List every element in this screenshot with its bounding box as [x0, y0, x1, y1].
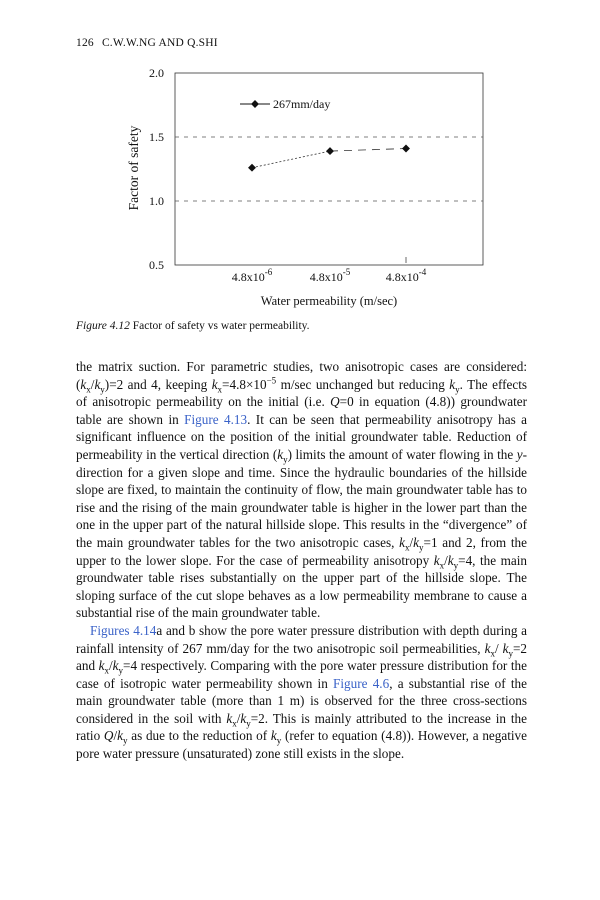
x-axis-label: Water permeability (m/sec)	[260, 294, 398, 308]
paragraph-2: Figures 4.14a and b show the pore water pressure distribution with depth during a rainfall intensity of 267 mm/day for the two anisotropic soil permeabilities, $k_x/$ $k_y=2$ and $k_x/k_y=4$ respectively. Comparing with the pore water pressure distribution for the case of isotropic water permeability shown in Figure 4.6, a substantial rise of the main groundwater table (more than 1 m) is observed for the three cross-sections considered in the soil with $k_x/k_y=2$. This is mainly attributed to the increase in the ratio $Q/k_y$ as due to the reduction of $k_y$ (refer to equation (4.8)). However, a negative pore water pressure (unsaturated) zone still exists in the slope.	[76, 622, 528, 762]
x-tick-label: $4.8x10^{-4}$	[385, 267, 427, 284]
running-head-authors: C.W.W.NG AND Q.SHI	[101, 37, 218, 49]
legend-marker	[251, 100, 259, 108]
figure-caption-text: Factor of safety vs water permeability.	[132, 320, 310, 332]
factor-of-safety-chart	[0, 0, 600, 320]
figure-label: Figure 4.12	[76, 320, 130, 332]
x-tick-label: $4.8x10^{-5}$	[309, 267, 351, 284]
body-line: the matrix suction. For parametric studies, two anisotropic cases are considered:	[76, 359, 527, 374]
y-tick-label: 2.0	[149, 66, 164, 80]
figures-4-14-link[interactable]: Figures 4.14	[90, 622, 157, 638]
figure-4-13-link[interactable]: Figure 4.13	[184, 411, 248, 427]
series-line-segment	[330, 149, 406, 152]
data-point-marker	[248, 164, 256, 172]
figure-caption	[76, 320, 310, 332]
y-tick-label: 1.5	[149, 130, 164, 144]
y-axis-label: Factor of safety	[126, 125, 141, 211]
page-number: 126	[76, 37, 94, 49]
paragraph-1: the matrix suction. For parametric studies, two anisotropic cases are considered: $(k_x/k_y)=2$ and 4, keeping $k_x=4.8\times 10^{-5}$ m/sec unchanged but reducing $k_y$. The effects of anisotropic permeability on the initial (i.e. Q=0 in equation (4.8)) groundwater table are shown in Figure 4.13. It can be seen that permeability anisotropy has a significant influence on the position of the initial groundwater table. Reduction of permeability in the vertical direction $(k_y)$ limits the amount of water flowing in the y-direction for a given slope and time. Since the hydraulic boundaries of the hillside slope are fixed, to maintain the continuity of flow, the main groundwater table has to rise and the rising of the main groundwater table is higher in the lower part than the one in the upper part of the natural hillside slope. This results in the “divergence” of the main groundwater tables for the two anisotropic cases, $k_x/k_y=1$ and 2, from the upper to the lower slope. For the case of permeability anisotropy $k_x/k_y=4$, the main groundwater table rises substantially on the upper part of the hillside slope. The sloping surface of the cut slope behaves as a low permeability membrane to cause a substantial rise of the main groundwater table.	[76, 359, 528, 621]
y-tick-label: 1.0	[149, 194, 164, 208]
y-tick-label: 0.5	[149, 258, 164, 272]
x-tick-label: $4.8x10^{-6}$	[231, 267, 273, 284]
series-line-segment	[252, 151, 330, 168]
body-text	[76, 358, 527, 763]
legend-label: 267mm/day	[273, 97, 331, 111]
data-point-marker	[326, 147, 334, 155]
figure-4-6-link[interactable]: Figure 4.6	[333, 675, 390, 691]
data-point-marker	[402, 145, 410, 153]
